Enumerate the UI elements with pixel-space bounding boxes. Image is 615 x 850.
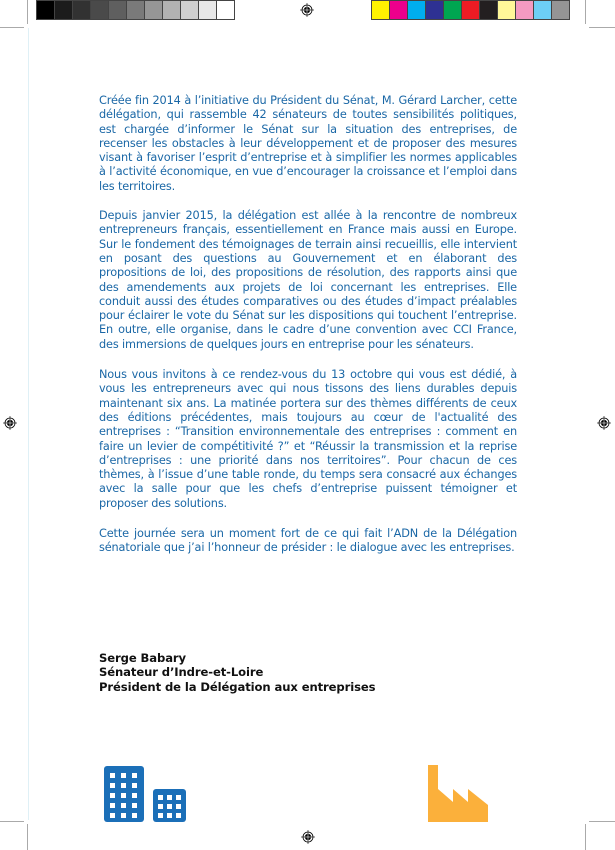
- swatch-blue: [426, 1, 443, 19]
- swatch-yellow: [372, 1, 389, 19]
- swatch-light-cyan: [534, 1, 551, 19]
- swatch-pink: [516, 1, 533, 19]
- swatch: [217, 1, 234, 19]
- registration-mark-icon: [301, 830, 315, 844]
- crop-mark: [27, 0, 28, 24]
- office-buildings-icon: [104, 766, 188, 826]
- signatory-role: Président de la Délégation aux entreprises: [99, 679, 376, 694]
- swatch: [55, 1, 72, 19]
- swatch: [73, 1, 90, 19]
- swatch-green: [444, 1, 461, 19]
- paragraph-delegation-intro: Créée fin 2014 à l’initiative du Président du Sénat, M. Gérard Larcher, cette délégation, qui rassemble 42 sénateurs de toutes sensibilités politiques, est chargée d’informer le Sénat sur la situation des entreprises, de recenser les obstacles à leur développement et de proposer des mesures visant à favoriser l’esprit d’entreprise et à simplifier les normes applicables à l’activité économique, en vue d’encourager la croissance et l’emploi dans les territoires.: [99, 94, 517, 193]
- swatch-black: [480, 1, 497, 19]
- swatch: [127, 1, 144, 19]
- registration-mark-icon: [3, 416, 17, 430]
- registration-mark-icon: [300, 3, 314, 17]
- swatch: [163, 1, 180, 19]
- process-color-bar: [371, 0, 570, 20]
- swatch: [109, 1, 126, 19]
- signatory-name: Serge Babary: [99, 651, 186, 665]
- crop-mark: [589, 821, 615, 822]
- swatch: [181, 1, 198, 19]
- crop-mark: [585, 0, 586, 24]
- swatch-red: [462, 1, 479, 19]
- swatch-magenta: [390, 1, 407, 19]
- grayscale-color-bar: [36, 0, 235, 20]
- swatch: [145, 1, 162, 19]
- crop-mark: [589, 27, 615, 28]
- swatch: [199, 1, 216, 19]
- crop-mark: [27, 824, 28, 850]
- paragraph-delegation-activities: Depuis janvier 2015, la délégation est allée à la rencontre de nombreux entrepreneurs français, essentiellement en France mais aussi en Europe. Sur le fondement des témoignages de terrain ainsi recueillis, elle intervient en posant des questions au Gouvernement et en élaborant des propositions de loi, des propositions de résolution, des rapports ainsi que des amendements aux projets de loi concernant les entreprises. Elle conduit aussi des études comparatives ou des études d’impact préalables pour éclairer le vote du Sénat sur les dispositions qui touchent l’entreprise. En outre, elle organise, dans le cadre d’une convention avec CCI France, des immersions de quelques jours en entreprise pour les sénateurs.: [99, 209, 517, 351]
- paragraph-closing: Cette journée sera un moment fort de ce qui fait l’ADN de la Délégation sénatoriale que j’ai l’honneur de présider : le dialogue avec les entreprises.: [99, 527, 517, 555]
- swatch-light-yellow: [498, 1, 515, 19]
- crop-mark: [585, 824, 586, 850]
- registration-mark-icon: [597, 416, 611, 430]
- swatch: [91, 1, 108, 19]
- swatch: [37, 1, 54, 19]
- signature-block: [99, 651, 376, 694]
- factory-icon: [428, 765, 489, 826]
- letter-body: [99, 94, 517, 571]
- signatory-title: Sénateur d’Indre-et-Loire: [99, 665, 264, 680]
- swatch-gray: [552, 1, 569, 19]
- crop-mark: [0, 821, 24, 822]
- swatch-cyan: [408, 1, 425, 19]
- page-bleed-edge: [28, 28, 29, 820]
- crop-mark: [0, 27, 24, 28]
- paragraph-invitation: Nous vous invitons à ce rendez-vous du 13 octobre qui vous est dédié, à vous les entrepreneurs avec qui nous tissons des liens durables depuis maintenant six ans. La matinée portera sur des thèmes différents de ceux des éditions précédentes, mais toujours au cœur de l'actualité des entreprises : “Transition environnementale des entreprises : comment en faire un levier de compétitivité ?” et “Réussir la transmission et la reprise d’entreprises : une priorité dans nos territoires”. Pour chacun de ces thèmes, à l’issue d’une table ronde, du temps sera consacré aux échanges avec la salle pour que les chefs d’entreprise puissent témoigner et proposer des solutions.: [99, 368, 517, 510]
